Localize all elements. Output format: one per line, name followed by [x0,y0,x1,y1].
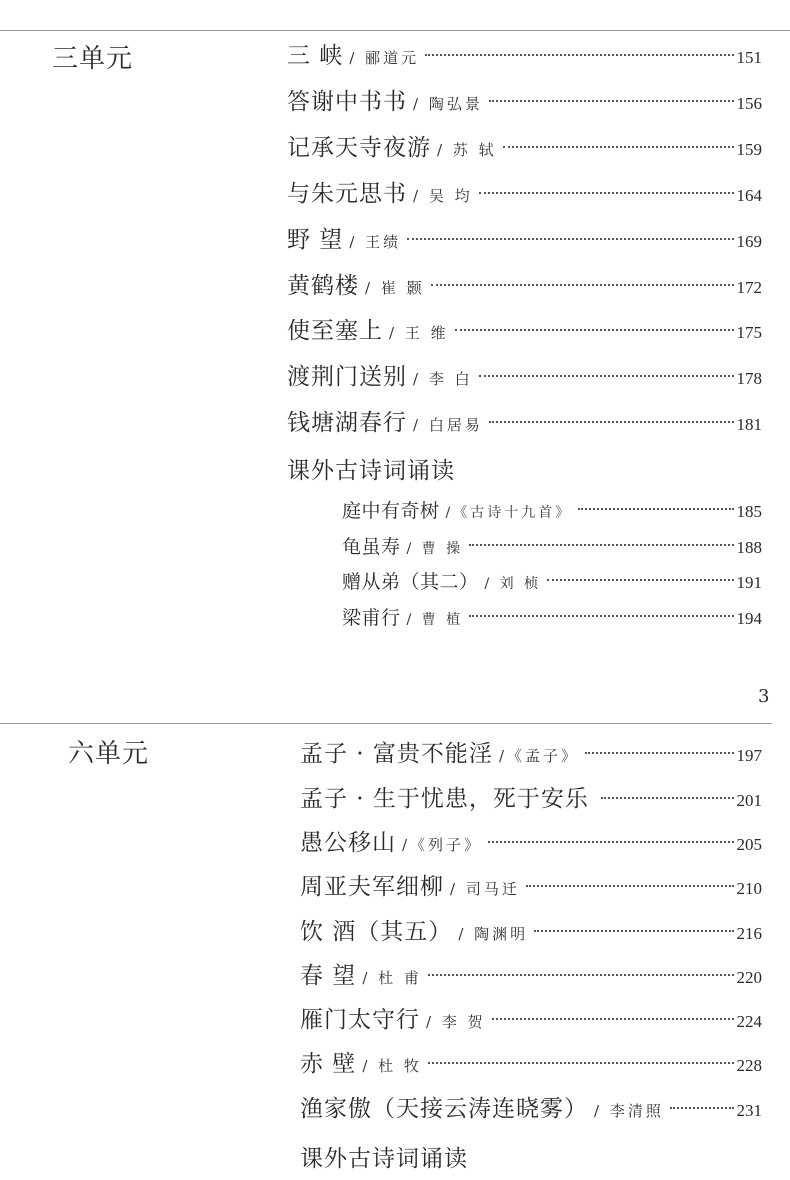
toc-entry[interactable] [287,311,762,351]
entry-author: / 曹 操 [406,541,464,557]
toc-entry[interactable] [287,403,762,443]
dot-leader [601,797,734,799]
entry-author: / 李 白 [413,370,473,388]
entry-page: 224 [736,1012,762,1031]
entry-title: 饮 酒（其五） [300,919,453,945]
dot-leader [469,544,733,546]
entry-title: 春 望 [300,963,357,989]
unit-title-3: 三单元 [52,44,134,74]
entry-author: / 陶弘景 [413,95,483,113]
top-divider [0,30,790,31]
entry-page: 191 [736,573,762,592]
entry-page: 156 [736,94,762,113]
middle-divider [0,723,772,724]
entry-page: 159 [736,140,762,159]
entry-page: 169 [736,232,762,251]
toc-entry[interactable] [342,562,762,602]
dot-leader [425,54,733,56]
entry-author: / 杜 甫 [362,969,422,987]
entry-author: / 杜 牧 [362,1057,422,1075]
dot-leader [547,579,733,581]
entry-author: /《列子》 [402,836,483,854]
entry-page: 185 [736,502,762,521]
toc-entry[interactable] [300,867,762,907]
entry-page: 228 [736,1056,762,1075]
entry-title: 渡荆门送别 [287,364,407,390]
dot-leader [585,752,734,754]
toc-entry[interactable] [342,598,762,638]
toc-entry[interactable] [287,266,762,306]
dot-leader [431,284,734,286]
page-number: 3 [758,686,770,707]
entry-title: 黄鹤楼 [287,273,359,299]
entry-author: / 吴 均 [413,187,473,205]
entry-page: 210 [736,879,762,898]
entry-author: / 白居易 [413,416,483,434]
entry-page: 178 [736,369,762,388]
entry-title: 孟子 · 生于忧患，死于安乐 [300,786,589,812]
entry-author: / 陶渊明 [458,925,529,943]
entry-page: 220 [736,968,762,987]
toc-entry[interactable] [342,491,762,531]
entry-title: 三 峡 [287,43,344,69]
toc-entry[interactable] [300,1000,762,1040]
extra-reading-heading: 课外古诗词诵读 [300,1146,468,1172]
entry-author: / 王 维 [389,324,449,342]
entry-title: 钱塘湖春行 [287,410,407,436]
entry-page: 172 [736,278,762,297]
toc-entry[interactable] [287,82,762,122]
toc-entry[interactable] [287,220,762,260]
entry-page: 175 [736,323,762,342]
entry-author: / 李 贺 [426,1013,486,1031]
entry-author: / 郦道元 [349,49,420,67]
entry-title: 庭中有奇树 [342,500,440,522]
entry-author: / 崔 颢 [365,279,425,297]
toc-entry[interactable] [342,527,762,567]
entry-page: 151 [736,48,762,67]
dot-leader [489,100,734,102]
toc-entry[interactable] [300,912,762,952]
entry-title: 赤 壁 [300,1051,357,1077]
dot-leader [578,508,733,510]
entry-page: 205 [736,835,762,854]
toc-entry[interactable] [287,174,762,214]
entry-title: 愚公移山 [300,830,396,856]
entry-title: 周亚夫军细柳 [300,874,444,900]
toc-entry[interactable] [300,779,762,819]
entry-page: 231 [736,1101,762,1120]
entry-author: / 司马迁 [450,880,520,898]
dot-leader [489,421,734,423]
entry-page: 188 [736,538,762,557]
entry-title: 龟虽寿 [342,536,401,558]
dot-leader [479,192,734,194]
toc-entry[interactable] [300,956,762,996]
entry-page: 194 [736,609,762,628]
dot-leader [526,885,734,887]
toc-entry[interactable] [287,36,762,76]
entry-page: 181 [736,415,762,434]
entry-page: 164 [736,186,762,205]
entry-title: 孟子 · 富贵不能淫 [300,741,493,767]
entry-title: 梁甫行 [342,607,401,629]
unit-title-6: 六单元 [68,739,150,769]
dot-leader [503,146,734,148]
entry-author: / 李清照 [594,1102,664,1120]
entry-author: /《古诗十九首》 [445,505,573,521]
entry-author: / 苏 轼 [437,141,497,159]
dot-leader [670,1107,734,1109]
entry-page: 216 [736,924,762,943]
dot-leader [455,329,734,331]
entry-title: 赠从弟（其二） [342,571,479,593]
entry-title: 雁门太守行 [300,1007,420,1033]
toc-entry[interactable] [287,128,762,168]
entry-title: 使至塞上 [287,318,383,344]
toc-entry[interactable] [300,823,762,863]
dot-leader [469,615,733,617]
entry-title: 渔家傲（天接云涛连晓雾） [300,1096,588,1122]
dot-leader [492,1018,734,1020]
toc-entry[interactable] [300,1089,762,1129]
dot-leader [534,930,733,932]
entry-title: 与朱元思书 [287,181,407,207]
toc-entry[interactable] [300,734,762,774]
toc-entry[interactable] [287,357,762,397]
entry-author: / 刘 桢 [484,576,542,592]
dot-leader [428,974,734,976]
toc-entry[interactable] [300,1044,762,1084]
entry-title: 记承天寺夜游 [287,135,431,161]
entry-author: / 王绩 [349,233,402,251]
entry-title: 答谢中书书 [287,89,407,115]
extra-reading-heading: 课外古诗词诵读 [287,458,455,484]
entry-page: 197 [736,746,762,765]
entry-page: 201 [736,791,762,810]
dot-leader [428,1062,734,1064]
entry-author: /《孟子》 [498,747,579,765]
entry-author: / 曹 植 [406,612,464,628]
dot-leader [488,841,733,843]
entry-title: 野 望 [287,227,344,253]
dot-leader [479,375,734,377]
dot-leader [407,238,733,240]
